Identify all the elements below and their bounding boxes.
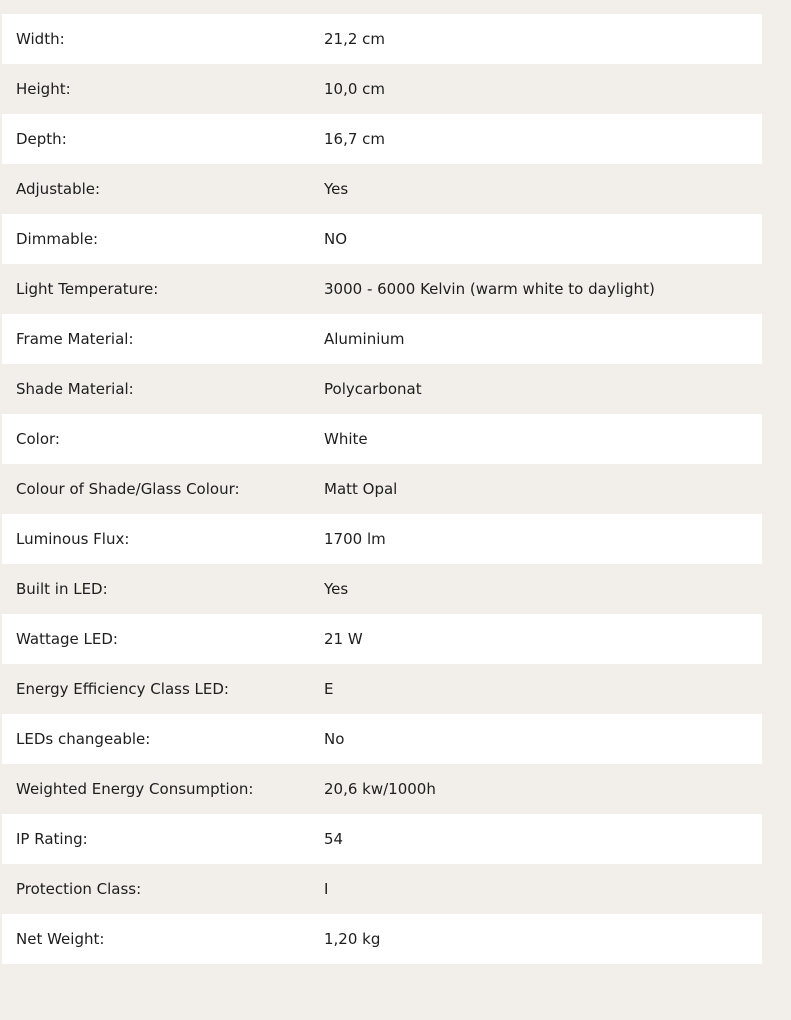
spec-value: Matt Opal xyxy=(324,480,398,498)
spec-label: Width: xyxy=(16,30,65,48)
spec-table xyxy=(2,14,762,964)
spec-label: Weighted Energy Consumption: xyxy=(16,780,254,798)
spec-row-frame-material xyxy=(2,314,762,364)
spec-value: 1,20 kg xyxy=(324,930,381,948)
spec-value: Aluminium xyxy=(324,330,405,348)
spec-row-height xyxy=(2,64,762,114)
spec-label: Wattage LED: xyxy=(16,630,118,648)
spec-value: I xyxy=(324,880,329,898)
spec-label: Net Weight: xyxy=(16,930,105,948)
spec-value: 16,7 cm xyxy=(324,130,386,148)
spec-label: Adjustable: xyxy=(16,180,101,198)
spec-label: Luminous Flux: xyxy=(16,530,130,548)
spec-row-energy-consumption xyxy=(2,764,762,814)
spec-row-built-in-led xyxy=(2,564,762,614)
spec-row-shade-colour xyxy=(2,464,762,514)
spec-row-luminous-flux xyxy=(2,514,762,564)
spec-row-ip-rating xyxy=(2,814,762,864)
spec-row-net-weight xyxy=(2,914,762,964)
spec-value: 20,6 kw/1000h xyxy=(324,780,436,798)
spec-row-light-temperature xyxy=(2,264,762,314)
spec-value: White xyxy=(324,430,368,448)
spec-value: 21,2 cm xyxy=(324,30,386,48)
spec-label: Color: xyxy=(16,430,60,448)
spec-label: Shade Material: xyxy=(16,380,134,398)
spec-label: Dimmable: xyxy=(16,230,99,248)
spec-value: 1700 lm xyxy=(324,530,386,548)
spec-row-shade-material xyxy=(2,364,762,414)
spec-row-depth xyxy=(2,114,762,164)
spec-label: Height: xyxy=(16,80,71,98)
spec-value: 54 xyxy=(324,830,344,848)
spec-value: No xyxy=(324,730,345,748)
spec-row-wattage-led xyxy=(2,614,762,664)
spec-value: E xyxy=(324,680,334,698)
spec-label: Energy Efficiency Class LED: xyxy=(16,680,229,698)
spec-label: LEDs changeable: xyxy=(16,730,151,748)
spec-label: Light Temperature: xyxy=(16,280,159,298)
spec-label: IP Rating: xyxy=(16,830,88,848)
spec-row-energy-class xyxy=(2,664,762,714)
spec-value: 21 W xyxy=(324,630,363,648)
spec-value: Yes xyxy=(324,580,349,598)
spec-value: 3000 - 6000 Kelvin (warm white to daylight) xyxy=(324,280,655,298)
spec-value: NO xyxy=(324,230,348,248)
spec-value: 10,0 cm xyxy=(324,80,386,98)
spec-label: Built in LED: xyxy=(16,580,108,598)
spec-label: Frame Material: xyxy=(16,330,134,348)
spec-row-width xyxy=(2,14,762,64)
spec-value: Polycarbonat xyxy=(324,380,422,398)
spec-row-dimmable xyxy=(2,214,762,264)
spec-label: Colour of Shade/Glass Colour: xyxy=(16,480,240,498)
spec-row-color xyxy=(2,414,762,464)
spec-row-adjustable xyxy=(2,164,762,214)
spec-label: Depth: xyxy=(16,130,67,148)
spec-row-leds-changeable xyxy=(2,714,762,764)
spec-label: Protection Class: xyxy=(16,880,142,898)
spec-value: Yes xyxy=(324,180,349,198)
spec-row-protection-class xyxy=(2,864,762,914)
